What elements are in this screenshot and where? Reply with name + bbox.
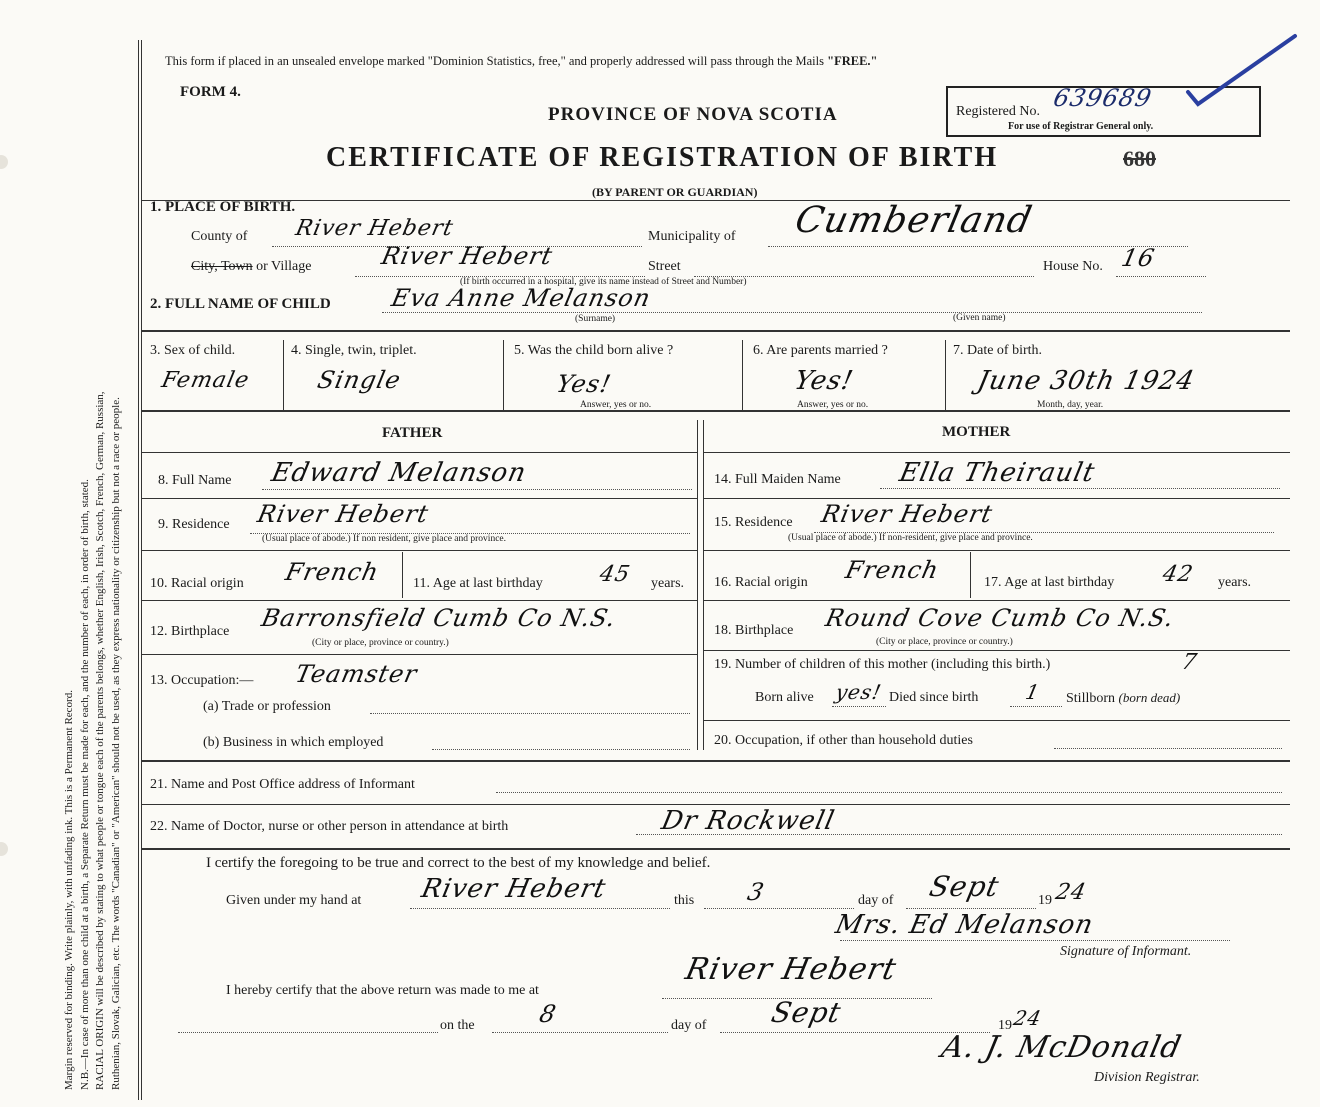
mother-name-line: [880, 488, 1280, 489]
father-name-value: Edward Melanson: [268, 458, 530, 488]
died-label: Died since birth: [889, 690, 979, 705]
municipality-value: Cumberland: [791, 200, 1036, 241]
registrar-place-value: River Hebert: [682, 952, 900, 987]
plurality-label: 4. Single, twin, triplet.: [291, 343, 417, 358]
margin-border-inner: [141, 40, 142, 1100]
mother-age-value: 42: [1160, 562, 1196, 587]
father-age-value: 45: [597, 562, 633, 587]
certificate-title: CERTIFICATE OF REGISTRATION OF BIRTH: [326, 142, 999, 173]
col-divider-1: [283, 340, 284, 410]
binding-hole-icon: [0, 842, 8, 856]
registered-number: 639689: [1051, 84, 1155, 112]
mother-row14-line: [704, 498, 1290, 499]
father-header-line: [142, 452, 698, 453]
village-value: River Hebert: [379, 242, 556, 270]
col-divider-3: [742, 340, 743, 410]
mother-row16-line: [704, 600, 1290, 601]
province-heading: PROVINCE OF NOVA SCOTIA: [548, 104, 838, 125]
died-line: [1010, 706, 1062, 707]
father-row12-line: [142, 654, 698, 655]
registrar-signature: A. J. McDonald: [938, 1030, 1185, 1065]
father-row9-line: [142, 550, 698, 551]
month-value: Sept: [926, 870, 1003, 903]
father-abode-note: (Usual place of abode.) If non resident, give place and province.: [262, 534, 506, 544]
county-value: River Hebert: [293, 216, 456, 241]
house-line: [1116, 276, 1206, 277]
born-alive-line: [832, 706, 886, 707]
municipality-label: Municipality of: [648, 229, 736, 244]
father-trade-line: [370, 713, 690, 714]
father-business-label: (b) Business in which employed: [203, 735, 384, 750]
father-occupation-label: 13. Occupation:—: [150, 673, 254, 688]
mother-years: years.: [1218, 575, 1252, 590]
day-of-label: day of: [858, 893, 894, 908]
col-divider-2: [503, 340, 504, 410]
mother-birthplace-note: (City or place, province or country.): [876, 637, 1013, 647]
given-place-value: River Hebert: [418, 874, 609, 904]
village-label: [191, 259, 311, 275]
father-racial-divider: [402, 552, 403, 598]
given-line: [410, 908, 670, 909]
mother-occupation-line: [1054, 748, 1282, 749]
month-line: [906, 908, 1036, 909]
mother-children-label: 19. Number of children of this mother (including this birth.): [714, 657, 1051, 672]
divider-certification-top: [142, 848, 1290, 850]
stillborn-note: (born dead): [1118, 690, 1181, 705]
subtitle: (BY PARENT OR GUARDIAN): [592, 185, 758, 199]
city-town-struck: City, Town: [191, 259, 253, 274]
reg-day-line: [492, 1032, 668, 1033]
reg-day-of-label: day of: [671, 1018, 707, 1033]
year-value: 24: [1053, 880, 1089, 905]
mother-birthplace-label: 18. Birthplace: [714, 623, 794, 638]
day-value: 3: [745, 878, 768, 906]
alive-note: Answer, yes or no.: [580, 400, 652, 410]
registrar-blank-line: [178, 1032, 438, 1033]
mother-row15-line: [704, 550, 1290, 551]
margin-instructions: [62, 0, 124, 1090]
father-mother-divider-2: [703, 420, 704, 750]
col-divider-4: [945, 340, 946, 410]
plurality-value: Single: [315, 366, 404, 394]
surname-note: (Surname): [575, 314, 616, 324]
divider-row22-top: [142, 804, 1290, 805]
reg-year-prefix: 19: [998, 1018, 1012, 1033]
father-name-label: 8. Full Name: [158, 473, 232, 488]
reg-month-value: Sept: [768, 996, 845, 1029]
child-name-label: 2. FULL NAME OF CHILD: [150, 296, 331, 312]
sex-value: Female: [159, 368, 252, 393]
checkmark-icon: [1180, 30, 1300, 110]
divider-row21-top: [142, 760, 1290, 762]
child-name-value: Eva Anne Melanson: [389, 284, 654, 312]
margin-line-2: N.B.—In case of more than one child at a birth, a Separate Return must be made for each, and the number of each, in order of birth, stated.: [78, 479, 91, 1090]
father-years: years.: [651, 576, 685, 591]
doctor-label: 22. Name of Doctor, nurse or other person in attendance at birth: [150, 819, 509, 834]
reg-year-value: 24: [1011, 1006, 1045, 1030]
mother-residence-value: River Hebert: [819, 500, 996, 528]
father-name-line: [262, 489, 692, 490]
mother-age-label: 17. Age at last birthday: [984, 575, 1115, 590]
father-occupation-value: Teamster: [293, 660, 421, 688]
form-number: FORM 4.: [180, 84, 241, 100]
mother-abode-note: (Usual place of abode.) If non-resident, give place and province.: [788, 533, 1033, 543]
father-birthplace-label: 12. Birthplace: [150, 624, 230, 639]
father-residence-label: 9. Residence: [158, 517, 230, 532]
informant-signature: Mrs. Ed Melanson: [832, 910, 1097, 940]
alive-value: Yes!: [554, 370, 614, 398]
sex-label: 3. Sex of child.: [150, 343, 236, 358]
mother-residence-label: 15. Residence: [714, 515, 793, 530]
divider-row3-top: [142, 330, 1290, 332]
division-registrar-label: Division Registrar.: [1094, 1070, 1200, 1085]
certify-statement: I certify the foregoing to be true and correct to the best of my knowledge and belief.: [206, 855, 711, 871]
father-birthplace-value: Barronsfield Cumb Co N.S.: [259, 604, 619, 632]
margin-line-3: RACIAL ORIGIN will be described by stating to what people or tongue each of the parents belongs, whether English, Irish, Scotch, French, German, Russian,: [94, 391, 106, 1090]
margin-border: [138, 40, 139, 1100]
divider-top: [142, 200, 1290, 201]
father-row8-line: [142, 498, 698, 499]
mother-children-value: 7: [1179, 650, 1200, 675]
mother-row19-line: [704, 720, 1290, 721]
house-label: House No.: [1043, 259, 1103, 274]
mother-name-label: 14. Full Maiden Name: [714, 472, 841, 487]
alive-label: 5. Was the child born alive ?: [514, 343, 674, 358]
informant-signature-line: [840, 940, 1230, 941]
stillborn-label-text: Stillborn: [1066, 691, 1116, 706]
father-mother-divider: [697, 420, 698, 750]
mother-heading: MOTHER: [942, 424, 1011, 440]
married-label: 6. Are parents married ?: [753, 343, 888, 358]
year-prefix: 19: [1038, 893, 1052, 908]
struck-number: 680: [1123, 146, 1156, 171]
informant-label: 21. Name and Post Office address of Informant: [150, 777, 415, 792]
this-label: this: [674, 893, 695, 908]
doctor-value: Dr Rockwell: [658, 806, 838, 836]
mother-birthplace-value: Round Cove Cumb Co N.S.: [823, 604, 1177, 632]
registrar-statement: I hereby certify that the above return was made to me at: [226, 983, 539, 998]
given-label: Given under my hand at: [226, 893, 362, 908]
father-business-line: [432, 749, 690, 750]
county-label: County of: [191, 229, 248, 244]
informant-signature-label: Signature of Informant.: [1060, 944, 1192, 959]
divider-row3-bottom: [142, 410, 1290, 412]
father-row10-line: [142, 600, 698, 601]
father-heading: FATHER: [382, 425, 443, 441]
mail-free: "FREE.": [827, 54, 878, 68]
house-value: 16: [1119, 244, 1158, 272]
father-age-label: 11. Age at last birthday: [413, 576, 543, 591]
mail-note-text: This form if placed in an unsealed envelope marked "Dominion Statistics, free," and properly addressed will pass through the Mails: [165, 54, 824, 68]
father-trade-label: (a) Trade or profession: [203, 699, 331, 714]
born-alive-value: yes!: [833, 680, 884, 704]
margin-line-4: Ruthenian, Slovak, Galician, etc. The words "Canadian" or "American" should not be used, as they express nationality or citizenship but not a race or people.: [109, 397, 122, 1090]
on-the-label: on the: [440, 1018, 475, 1033]
binding-hole-icon: [0, 155, 8, 169]
margin-line-1: Margin reserved for binding. Write plainly, with unfading ink. This is a Permanent Record.: [63, 690, 75, 1090]
mother-name-value: Ella Theirault: [896, 458, 1098, 488]
born-alive-label: Born alive: [755, 690, 814, 705]
child-name-line: [382, 312, 1202, 313]
given-name-note: (Given name): [953, 313, 1006, 323]
married-note: Answer, yes or no.: [797, 400, 869, 410]
street-label: Street: [648, 259, 681, 274]
village-label-text: or Village: [256, 259, 312, 274]
father-racial-value: French: [283, 558, 382, 586]
mother-occupation-label: 20. Occupation, if other than household duties: [714, 733, 973, 748]
reg-day-value: 8: [537, 1000, 560, 1028]
informant-line: [496, 792, 1282, 793]
mother-racial-value: French: [843, 556, 942, 584]
mother-row18-line: [704, 650, 1290, 651]
mother-racial-divider: [970, 552, 971, 598]
father-racial-label: 10. Racial origin: [150, 576, 244, 591]
hospital-note: (If birth occurred in a hospital, give its name instead of Street and Number): [460, 277, 747, 287]
stillborn-label: [1066, 690, 1180, 707]
mother-racial-label: 16. Racial origin: [714, 575, 808, 590]
registrar-note: For use of Registrar General only.: [1008, 121, 1154, 132]
dob-value: June 30th 1924: [974, 366, 1198, 396]
day-line: [704, 908, 854, 909]
father-residence-value: River Hebert: [255, 500, 432, 528]
place-heading: 1. PLACE OF BIRTH.: [150, 199, 296, 215]
mother-header-line: [704, 452, 1290, 453]
died-value: 1: [1023, 680, 1043, 704]
registered-label: Registered No.: [956, 104, 1040, 119]
dob-label: 7. Date of birth.: [953, 343, 1043, 358]
dob-note: Month, day, year.: [1037, 400, 1104, 410]
mail-note: [165, 54, 877, 69]
married-value: Yes!: [791, 366, 857, 396]
father-birthplace-note: (City or place, province or country.): [312, 638, 449, 648]
